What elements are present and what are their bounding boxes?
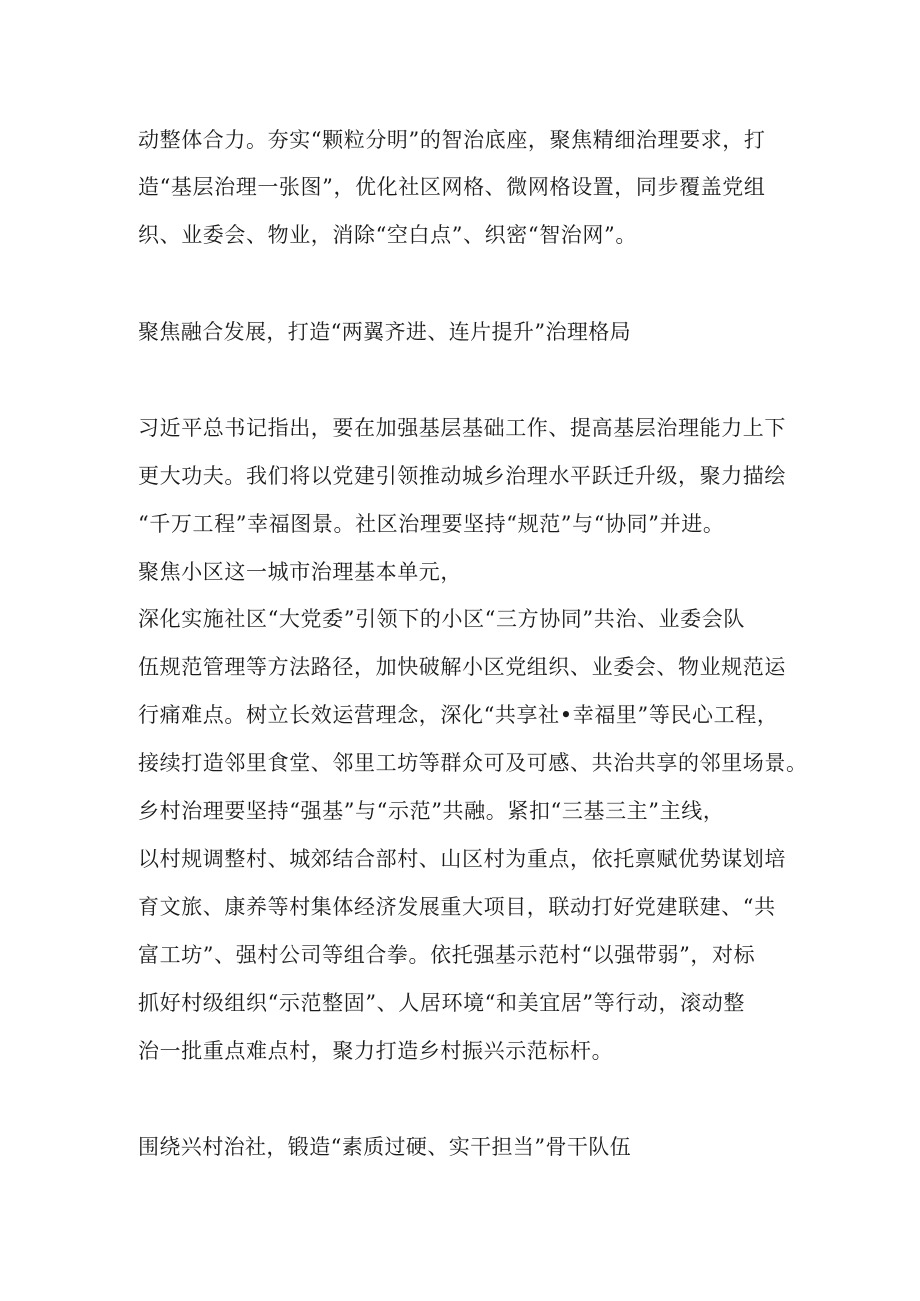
paragraph-1-line-1: 动整体合力。夯实“颗粒分明”的智治底座，聚焦精细治理要求，打 xyxy=(138,128,766,152)
paragraph-2-line-12: 富工坊”、强村公司等组合拳。依托强基示范村“以强带弱”，对标 xyxy=(138,943,756,967)
paragraph-2-line-5: 深化实施社区“大党委”引领下的小区“三方协同”共治、业委会队 xyxy=(138,607,745,631)
paragraph-2-line-11: 育文旅、康养等村集体经济发展重大项目，联动打好党建联建、“共 xyxy=(138,895,776,919)
paragraph-1-line-3: 织、业委会、物业，消除“空白点”、织密“智治网”。 xyxy=(138,223,637,247)
paragraph-2-line-2: 更大功夫。我们将以党建引领推动城乡治理水平跃迁升级，聚力描绘 xyxy=(138,464,786,488)
paragraph-1-line-2: 造“基层治理一张图”，优化社区网格、微网格设置，同步覆盖党组 xyxy=(138,175,766,199)
paragraph-2-line-4: 聚焦小区这一城市治理基本单元， xyxy=(138,560,462,584)
paragraph-2-line-3: “千万工程”幸福图景。社区治理要坚持“规范”与“协同”并进。 xyxy=(138,512,725,536)
section-heading-1: 聚焦融合发展，打造“两翼齐进、连片提升”治理格局 xyxy=(138,320,632,344)
paragraph-2-line-13: 抓好村级组织“示范整固”、人居环境“和美宜居”等行动，滚动整 xyxy=(138,991,745,1015)
paragraph-2-line-7: 行痛难点。树立长效运营理念，深化“共享社•幸福里”等民心工程， xyxy=(138,703,779,727)
paragraph-2-line-9: 乡村治理要坚持“强基”与“示范”共融。紧扣“三基三主”主线， xyxy=(138,799,725,823)
section-heading-2: 围绕兴村治社，锻造“素质过硬、实干担当”骨干队伍 xyxy=(138,1135,632,1159)
paragraph-2-line-6: 伍规范管理等方法路径，加快破解小区党组织、业委会、物业规范运 xyxy=(138,655,786,679)
paragraph-2-line-1: 习近平总书记指出，要在加强基层基础工作、提高基层治理能力上下 xyxy=(138,416,786,440)
paragraph-2-line-14: 治一批重点难点村，聚力打造乡村振兴示范标杆。 xyxy=(138,1039,614,1063)
paragraph-2-line-8: 接续打造邻里食堂、邻里工坊等群众可及可感、共治共享的邻里场景。 xyxy=(138,751,808,775)
paragraph-2-line-10: 以村规调整村、城郊结合部村、山区村为重点，依托禀赋优势谋划培 xyxy=(138,847,786,871)
